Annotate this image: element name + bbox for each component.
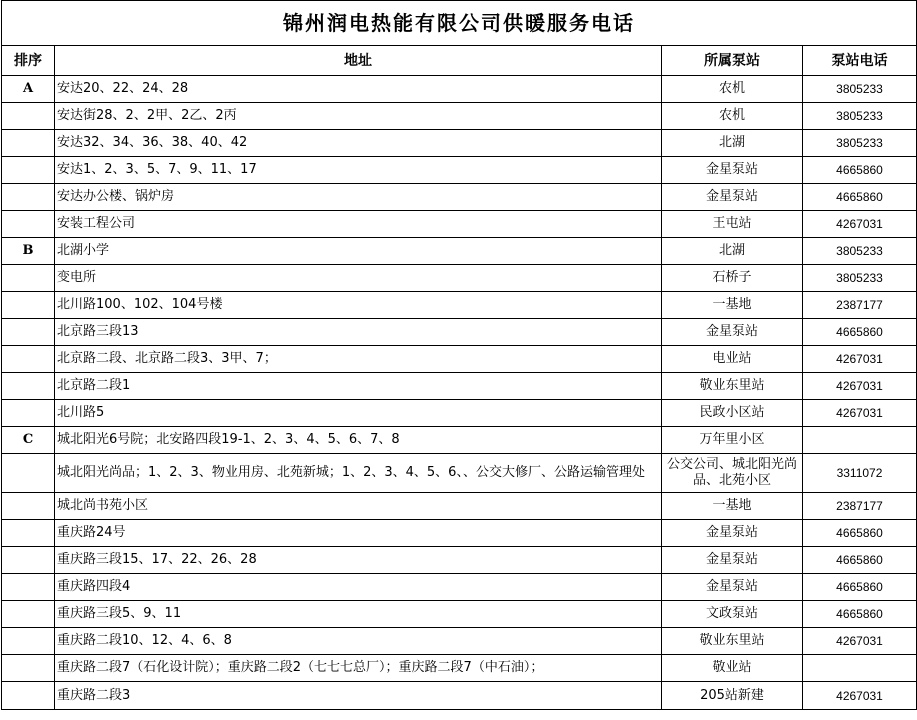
address-cell: 重庆路四段4 xyxy=(55,574,662,601)
phone-cell: 4665860 xyxy=(803,184,917,211)
address-cell: 北京路二段1 xyxy=(55,373,662,400)
table-row xyxy=(2,655,917,682)
sort-letter-cell xyxy=(2,655,55,682)
table-row xyxy=(2,346,917,373)
table-row xyxy=(2,628,917,655)
phone-cell: 2387177 xyxy=(803,493,917,520)
header-row xyxy=(2,46,917,76)
table-row xyxy=(2,427,917,454)
table-row xyxy=(2,130,917,157)
sheet-title: 锦州润电热能有限公司供暖服务电话 xyxy=(2,1,917,46)
phone-cell xyxy=(803,427,917,454)
sort-letter-cell: B xyxy=(2,238,55,265)
address-cell: 重庆路三段15、17、22、26、28 xyxy=(55,547,662,574)
address-cell: 北京路三段13 xyxy=(55,319,662,346)
phone-cell: 4267031 xyxy=(803,682,917,710)
sort-letter-cell xyxy=(2,400,55,427)
phone-cell: 3805233 xyxy=(803,103,917,130)
address-cell: 重庆路三段5、9、11 xyxy=(55,601,662,628)
address-cell: 北川路5 xyxy=(55,400,662,427)
sort-letter-cell xyxy=(2,454,55,493)
header-sort: 排序 xyxy=(2,46,55,76)
sort-letter-cell xyxy=(2,130,55,157)
sort-letter-cell xyxy=(2,520,55,547)
phone-cell: 4665860 xyxy=(803,520,917,547)
station-cell: 敬业东里站 xyxy=(662,628,803,655)
table-row xyxy=(2,601,917,628)
table-row xyxy=(2,373,917,400)
address-cell: 安达20、22、24、28 xyxy=(55,76,662,103)
station-cell: 万年里小区 xyxy=(662,427,803,454)
phone-cell: 4665860 xyxy=(803,547,917,574)
station-cell: 一基地 xyxy=(662,493,803,520)
phone-cell: 3805233 xyxy=(803,238,917,265)
phone-cell: 4267031 xyxy=(803,346,917,373)
station-cell: 北湖 xyxy=(662,238,803,265)
phone-cell: 4267031 xyxy=(803,628,917,655)
sort-letter-cell xyxy=(2,574,55,601)
address-cell: 重庆路二段3 xyxy=(55,682,662,710)
sort-letter-cell xyxy=(2,103,55,130)
address-cell: 城北阳光尚品；1、2、3、物业用房、北苑新城；1、2、3、4、5、6、、公交大修厂、公路运输管理处 xyxy=(55,454,662,493)
table-row xyxy=(2,682,917,710)
phone-cell xyxy=(803,655,917,682)
address-cell: 重庆路二段10、12、4、6、8 xyxy=(55,628,662,655)
station-cell: 一基地 xyxy=(662,292,803,319)
phone-cell: 4665860 xyxy=(803,574,917,601)
sort-letter-cell xyxy=(2,319,55,346)
address-cell: 安装工程公司 xyxy=(55,211,662,238)
station-cell: 农机 xyxy=(662,103,803,130)
header-phone: 泵站电话 xyxy=(803,46,917,76)
phone-cell: 3805233 xyxy=(803,130,917,157)
station-cell: 金星泵站 xyxy=(662,319,803,346)
table-row xyxy=(2,400,917,427)
address-cell: 安达1、2、3、5、7、9、11、17 xyxy=(55,157,662,184)
table-row xyxy=(2,520,917,547)
sort-letter-cell xyxy=(2,211,55,238)
address-cell: 北京路二段、北京路二段3、3甲、7； xyxy=(55,346,662,373)
phone-cell: 4665860 xyxy=(803,319,917,346)
sort-letter-cell xyxy=(2,346,55,373)
table-row xyxy=(2,292,917,319)
station-cell: 金星泵站 xyxy=(662,157,803,184)
sort-letter-cell: C xyxy=(2,427,55,454)
phone-cell: 4267031 xyxy=(803,373,917,400)
station-cell: 公交公司、城北阳光尚品、北苑小区 xyxy=(662,454,803,493)
table-row xyxy=(2,547,917,574)
address-cell: 城北尚书苑小区 xyxy=(55,493,662,520)
sort-letter-cell xyxy=(2,628,55,655)
station-cell: 金星泵站 xyxy=(662,520,803,547)
address-cell: 安达街28、2、2甲、2乙、2丙 xyxy=(55,103,662,130)
station-cell: 敬业站 xyxy=(662,655,803,682)
service-phone-table xyxy=(1,0,917,710)
phone-cell: 3805233 xyxy=(803,265,917,292)
sort-letter-cell xyxy=(2,373,55,400)
station-cell: 电业站 xyxy=(662,346,803,373)
station-cell: 金星泵站 xyxy=(662,547,803,574)
sort-letter-cell xyxy=(2,265,55,292)
station-cell: 王屯站 xyxy=(662,211,803,238)
station-cell: 文政泵站 xyxy=(662,601,803,628)
address-cell: 重庆路24号 xyxy=(55,520,662,547)
station-cell: 石桥子 xyxy=(662,265,803,292)
station-cell: 敬业东里站 xyxy=(662,373,803,400)
phone-cell: 4665860 xyxy=(803,157,917,184)
header-address: 地址 xyxy=(55,46,662,76)
table-row xyxy=(2,319,917,346)
phone-cell: 4267031 xyxy=(803,400,917,427)
sort-letter-cell xyxy=(2,292,55,319)
station-cell: 北湖 xyxy=(662,130,803,157)
table-row xyxy=(2,238,917,265)
address-cell: 变电所 xyxy=(55,265,662,292)
address-cell: 重庆路二段7（石化设计院）；重庆路二段2（七七七总厂）；重庆路二段7（中石油）； xyxy=(55,655,662,682)
sort-letter-cell xyxy=(2,157,55,184)
address-cell: 北川路100、102、104号楼 xyxy=(55,292,662,319)
table-row xyxy=(2,211,917,238)
table-row xyxy=(2,157,917,184)
phone-cell: 3805233 xyxy=(803,76,917,103)
table-row xyxy=(2,454,917,493)
sort-letter-cell xyxy=(2,547,55,574)
table-row xyxy=(2,493,917,520)
phone-cell: 2387177 xyxy=(803,292,917,319)
phone-cell: 4267031 xyxy=(803,211,917,238)
station-cell: 农机 xyxy=(662,76,803,103)
sort-letter-cell xyxy=(2,682,55,710)
table-row xyxy=(2,265,917,292)
sort-letter-cell xyxy=(2,601,55,628)
title-row xyxy=(2,1,917,46)
phone-cell: 3311072 xyxy=(803,454,917,493)
address-cell: 北湖小学 xyxy=(55,238,662,265)
table-row xyxy=(2,103,917,130)
header-station: 所属泵站 xyxy=(662,46,803,76)
station-cell: 金星泵站 xyxy=(662,574,803,601)
table-row xyxy=(2,76,917,103)
sort-letter-cell xyxy=(2,184,55,211)
address-cell: 城北阳光6号院；北安路四段19-1、2、3、4、5、6、7、8 xyxy=(55,427,662,454)
address-cell: 安达32、34、36、38、40、42 xyxy=(55,130,662,157)
sort-letter-cell: A xyxy=(2,76,55,103)
station-cell: 205站新建 xyxy=(662,682,803,710)
table-row xyxy=(2,574,917,601)
table-row xyxy=(2,184,917,211)
phone-cell: 4665860 xyxy=(803,601,917,628)
station-cell: 金星泵站 xyxy=(662,184,803,211)
address-cell: 安达办公楼、锅炉房 xyxy=(55,184,662,211)
station-cell: 民政小区站 xyxy=(662,400,803,427)
sort-letter-cell xyxy=(2,493,55,520)
